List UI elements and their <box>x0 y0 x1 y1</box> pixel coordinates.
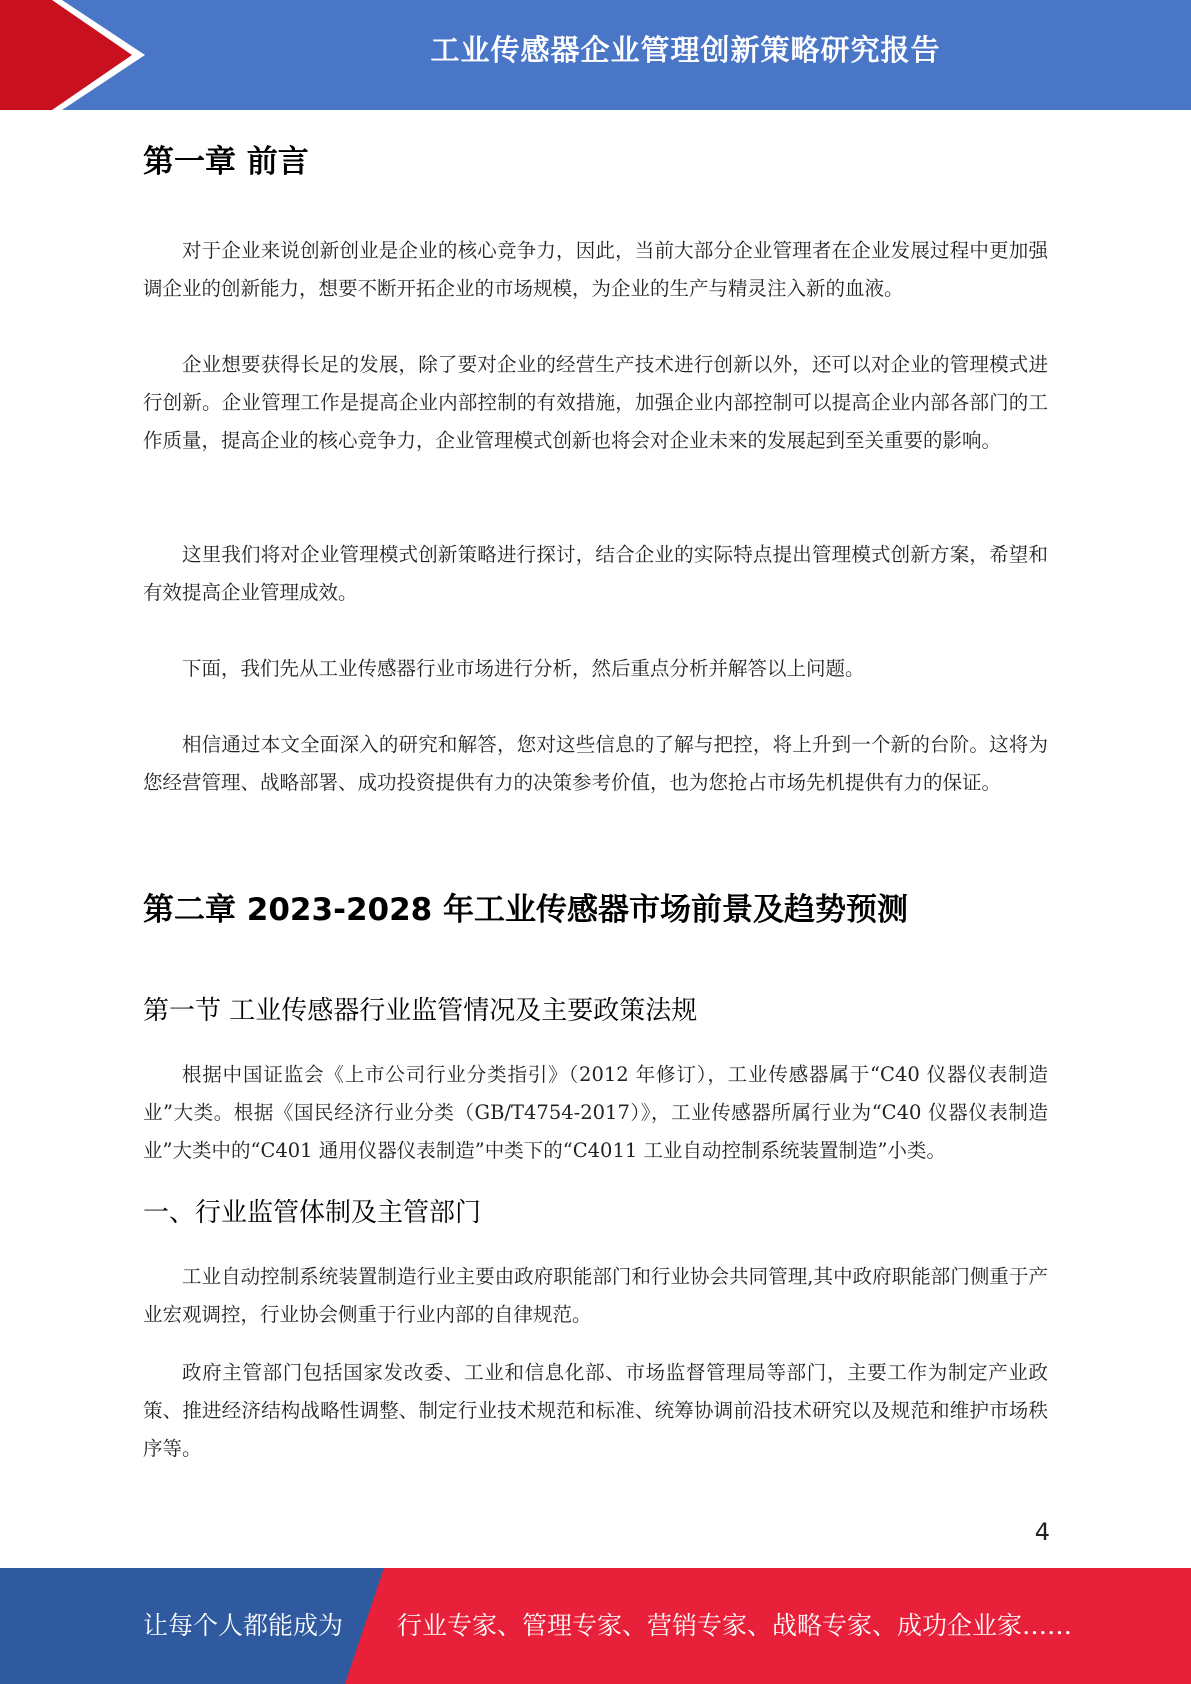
page-number: 4 <box>1034 1518 1050 1546</box>
page-footer <box>0 1568 1191 1684</box>
subsection-1-paragraph-2: 政府主管部门包括国家发改委、工业和信息化部、市场监督管理局等部门，主要工作为制定产业政策、推进经济结构战略性调整、制定行业技术规范和标准、统筹协调前沿技术研究以及规范和维护市场秩序等。 <box>143 1361 1048 1460</box>
chapter-1-title: 第一章 前言 <box>143 144 309 180</box>
chapter-1-paragraph-1: 对于企业来说创新创业是企业的核心竞争力，因此，当前大部分企业管理者在企业发展过程中更加强调企业的创新能力，想要不断开拓企业的市场规模，为企业的生产与精灵注入新的血液。 <box>143 239 1048 300</box>
chapter-1-paragraph-2: 企业想要获得长足的发展，除了要对企业的经营生产技术进行创新以外，还可以对企业的管理模式进行创新。企业管理工作是提高企业内部控制的有效措施，加强企业内部控制可以提高企业内部各部门的工作质量，提高企业的核心竞争力，企业管理模式创新也将会对企业未来的发展起到至关重要的影响。 <box>143 353 1048 452</box>
subsection-1-title: 一、行业监管体制及主管部门 <box>143 1198 482 1228</box>
header-title: 工业传感器企业管理创新策略研究报告 <box>430 33 941 67</box>
page-header <box>0 0 1191 110</box>
section-1-title: 第一节 工业传感器行业监管情况及主要政策法规 <box>143 996 698 1026</box>
footer-slogan-right: 行业专家、管理专家、营销专家、战略专家、成功企业家…… <box>397 1611 1073 1640</box>
chapter-2-title: 第二章 2023-2028 年工业传感器市场前景及趋势预测 <box>143 892 909 928</box>
chapter-1-paragraph-3: 这里我们将对企业管理模式创新策略进行探讨，结合企业的实际特点提出管理模式创新方案，希望和有效提高企业管理成效。 <box>143 543 1048 604</box>
header-chevron-icon <box>0 0 160 110</box>
subsection-1-paragraph-1: 工业自动控制系统装置制造行业主要由政府职能部门和行业协会共同管理,其中政府职能部门侧重于产业宏观调控，行业协会侧重于行业内部的自律规范。 <box>143 1265 1048 1326</box>
section-1-paragraph: 根据中国证监会《上市公司行业分类指引》（2012 年修订），工业传感器属于“C40 仪器仪表制造业”大类。根据《国民经济行业分类（GB/T4754-2017）》，工业传感器所属行业为“C40 仪器仪表制造业”大类中的“C401 通用仪器仪表制造”中类下的“C4011 工业自动控制系统装置制造”小类。 <box>143 1063 1048 1162</box>
footer-slogan-left: 让每个人都能成为 <box>143 1611 344 1640</box>
chapter-1-paragraph-5: 相信通过本文全面深入的研究和解答，您对这些信息的了解与把控，将上升到一个新的台阶。这将为您经营管理、战略部署、成功投资提供有力的决策参考价值，也为您抢占市场先机提供有力的保证。 <box>143 733 1048 794</box>
chapter-1-paragraph-4: 下面，我们先从工业传感器行业市场进行分析，然后重点分析并解答以上问题。 <box>182 657 865 680</box>
